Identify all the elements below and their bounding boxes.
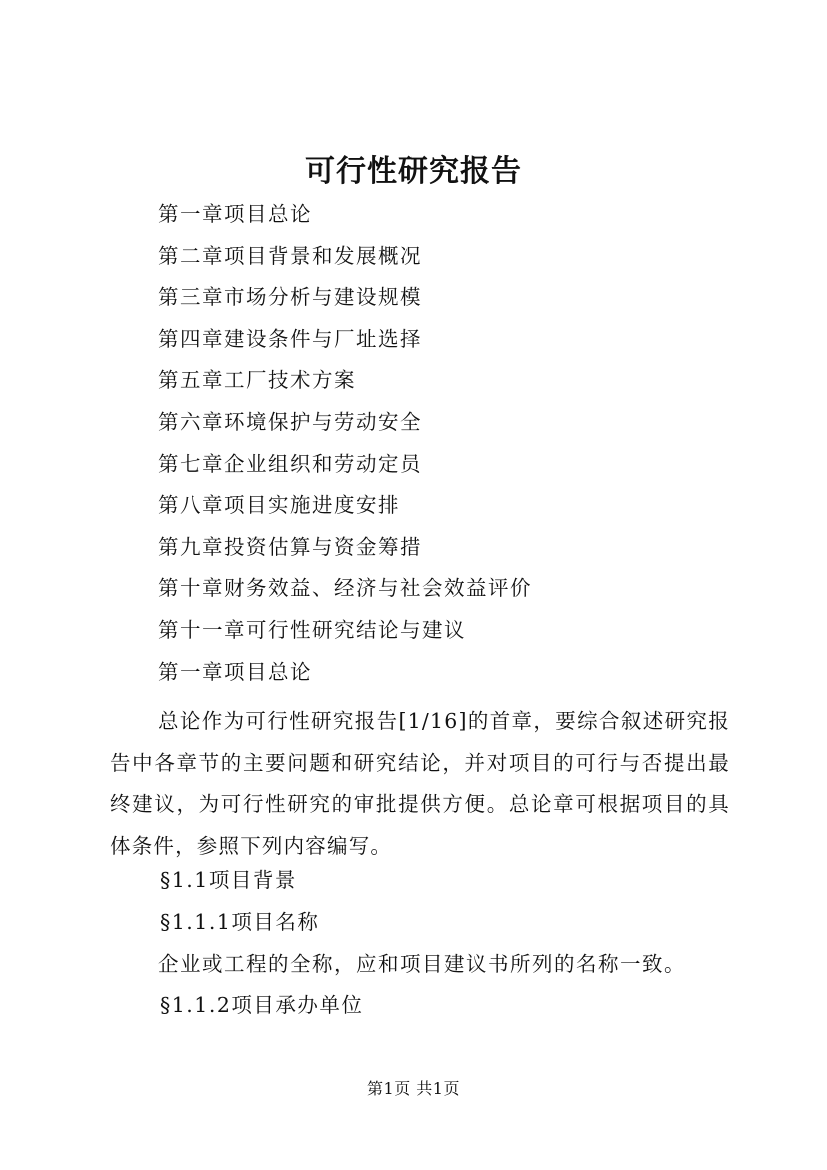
toc-item: 第十一章可行性研究结论与建议 <box>158 617 466 642</box>
page-number-footer: 第1页 共1页 <box>367 1079 460 1098</box>
toc-item: 第五章工厂技术方案 <box>158 368 356 393</box>
toc-item: 第三章市场分析与建设规模 <box>158 285 422 310</box>
section-heading-1-1: §1.1项目背景 <box>160 868 297 892</box>
section-heading-1-1-2: §1.1.2项目承办单位 <box>160 993 364 1017</box>
toc-item: 第一章项目总论 <box>158 202 312 226</box>
document-title: 可行性研究报告 <box>305 154 522 189</box>
section-body-text: 企业或工程的全称，应和项目建议书所列的名称一致。 <box>158 952 686 976</box>
toc-item: 第二章项目背景和发展概况 <box>158 243 422 268</box>
toc-item: 第四章建设条件与厂址选择 <box>158 326 422 351</box>
table-of-contents <box>158 200 532 658</box>
toc-item: 第九章投资估算与资金筹措 <box>158 534 422 559</box>
chapter-heading: 第一章项目总论 <box>158 660 312 684</box>
toc-item: 第十章财务效益、经济与社会效益评价 <box>158 576 532 601</box>
section-heading-1-1-1: §1.1.1项目名称 <box>160 910 320 934</box>
toc-item: 第八章项目实施进度安排 <box>158 493 400 518</box>
toc-item: 第六章环境保护与劳动安全 <box>158 409 422 434</box>
toc-item: 第七章企业组织和劳动定员 <box>158 451 422 476</box>
intro-paragraph: 总论作为可行性研究报告[1/16]的首章，要综合叙述研究报告中各章节的主要问题和研究结论，并对项目的可行与否提出最终建议，为可行性研究的审批提供方便。总论章可根据项目的具体条件，参照下列内容编写。 <box>110 709 730 858</box>
